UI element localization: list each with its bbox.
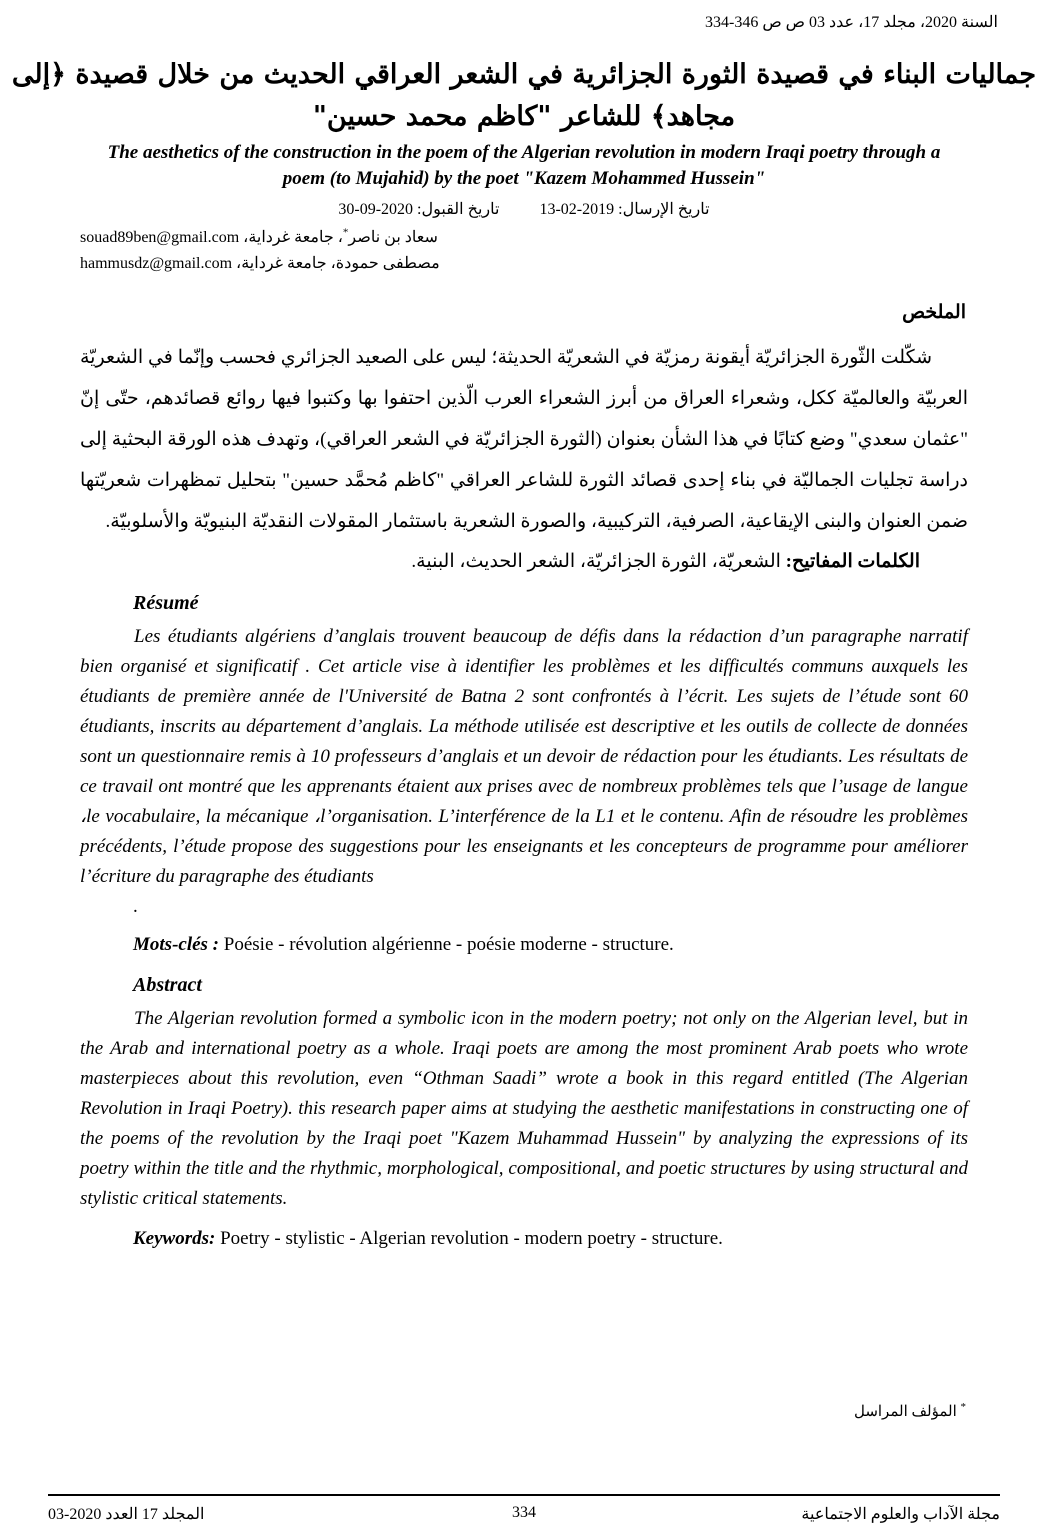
keywords-english-label: Keywords:	[133, 1228, 216, 1249]
mots-cles-label: Mots-clés :	[133, 934, 220, 955]
article-title-arabic-line2: مجاهد﴾ للشاعر "كاظم محمد حسين"	[312, 101, 736, 132]
article-title-arabic	[0, 54, 1048, 138]
author1-name: سعاد بن ناصر	[348, 229, 438, 246]
keywords-arabic-value: الشعريّة، الثورة الجزائريّة، الشعر الحديث، البنية.	[411, 551, 786, 572]
page-footer	[48, 1494, 1000, 1524]
footer-page-number: 334	[511, 1504, 536, 1521]
author1-corresponding-mark: *	[342, 226, 349, 239]
footer-journal-name: مجلة الآداب والعلوم الاجتماعية	[801, 1506, 1000, 1523]
keywords-english	[133, 1225, 968, 1253]
abstract-heading-english: Abstract	[133, 974, 202, 996]
abstract-heading-arabic: الملخص	[902, 302, 966, 323]
author-line-1	[80, 225, 1048, 251]
keywords-arabic	[80, 547, 920, 577]
author1-affiliation-email: ، جامعة غرداية، souad89ben@gmail.com	[80, 229, 343, 246]
abstract-body-arabic: شكّلت الثّورة الجزائريّة أيقونة رمزيّة في الشعريّة الحديثة؛ ليس على الصعيد الجزائري فحسب وإنّما في الشعريّة العربيّة والعالميّة ككل، وشعراء العراق من أبرز الشعراء العرب الّذين احتفوا بها وكتبوا فيها روائع قصائدهم، حتّى إنّ "عثمان سعدي" وضع كتابًا في هذا الشأن بعنوان (الثورة الجزائريّة في الشعر العراقي)، وتهدف هذه الورقة البحثية إلى دراسة تجليات الجماليّة في بناء إحدى قصائد الثورة للشاعر العراقي "كاظم مُحمَّد حسين" بتحليل تمظهرات شعريّتها ضمن العنوان والبنى الإيقاعية، الصرفية، التركيبية، والصورة الشعرية باستثمار المقولات النقديّة البنيويّة والأسلوبيّة.	[80, 347, 968, 532]
article-title-arabic-line1: جماليات البناء في قصيدة الثورة الجزائرية في الشعر العراقي الحديث من خلال قصيدة ﴿إلى	[11, 59, 1037, 90]
resume-heading: Résumé	[133, 592, 199, 614]
article-title-english-line1: The aesthetics of the construction in the poem of the Algerian revolution in modern Iraqi poetry through a	[107, 142, 941, 163]
article-title-english	[0, 140, 1048, 192]
footnote-asterisk: *	[960, 1401, 966, 1413]
keywords-english-value: Poetry - stylistic - Algerian revolution - modern poetry - structure.	[220, 1228, 723, 1249]
mots-cles-value: Poésie - révolution algérienne - poésie moderne - structure.	[223, 934, 674, 955]
article-title-english-line2: poem (to Mujahid) by the poet "Kazem Mohammed Hussein"	[282, 168, 766, 189]
resume-body: Les étudiants algériens d’anglais trouvent beaucoup de défis dans la rédaction d’un paragraphe narratif bien organisé et significatif . Cet article vise à identifier les problèmes et les difficultés communs auxquels les étudiants de première année de l'Université de Batna 2 sont confrontés à l’écrit. Les sujets de l’étude sont 60 étudiants, inscrits au département d’anglais. La méthode utilisée est descriptive et les outils de collecte de données sont un questionnaire remis à 10 professeurs d’anglais et un devoir de rédaction pour les étudiants. Les résultats de ce travail ont montré que les apprenants étaient aux prises avec de nombreux problèmes tels que l’usage de langue ،le vocabulaire, la mécanique ،l’organisation. L’interférence de la L1 et le contenu. Afin de résoudre les problèmes précédents, l’étude propose des suggestions pour les enseignants et les concepteurs de programme pour améliorer l’écriture du paragraphe des étudiants	[80, 626, 968, 887]
acceptance-date: تاريخ القبول: 2020-09-30	[338, 201, 500, 218]
mots-cles	[133, 931, 968, 959]
submission-date: تاريخ الإرسال: 2019-02-13	[539, 201, 710, 218]
abstract-body-english: The Algerian revolution formed a symbolic icon in the modern poetry; not only on the Algerian level, but in the Arab and international poetry as a whole. Iraqi poets are among the most prominent Arab poets who wrote masterpieces about this revolution, even “Othman Saadi” wrote a book in this regard entitled (The Algerian Revolution in Iraqi Poetry). this research paper aims at studying the aesthetic manifestations in constructing one of the poems of the revolution by the Iraqi poet "Kazem Muhammad Hussein" by analyzing the expressions of its poetry within the title and the rhythmic, morphological, compositional, and poetic structures by using structural and stylistic critical statements.	[80, 1008, 968, 1209]
journal-issue-line: السنة 2020، مجلد 17، عدد 03 ص ص 346-334	[704, 14, 998, 31]
footer-volume-issue: المجلد 17 العدد 2020-03	[48, 1506, 205, 1523]
stray-period: .	[133, 896, 138, 917]
corresponding-author-footnote	[854, 1402, 966, 1421]
dates-row	[0, 197, 1048, 222]
keywords-arabic-label: الكلمات المفاتيح:	[785, 551, 920, 572]
authors-block	[0, 225, 1048, 277]
footnote-text: المؤلف المراسل	[853, 1404, 957, 1420]
author-line-2: مصطفى حمودة، جامعة غرداية، hammusdz@gmail.com	[80, 255, 440, 272]
